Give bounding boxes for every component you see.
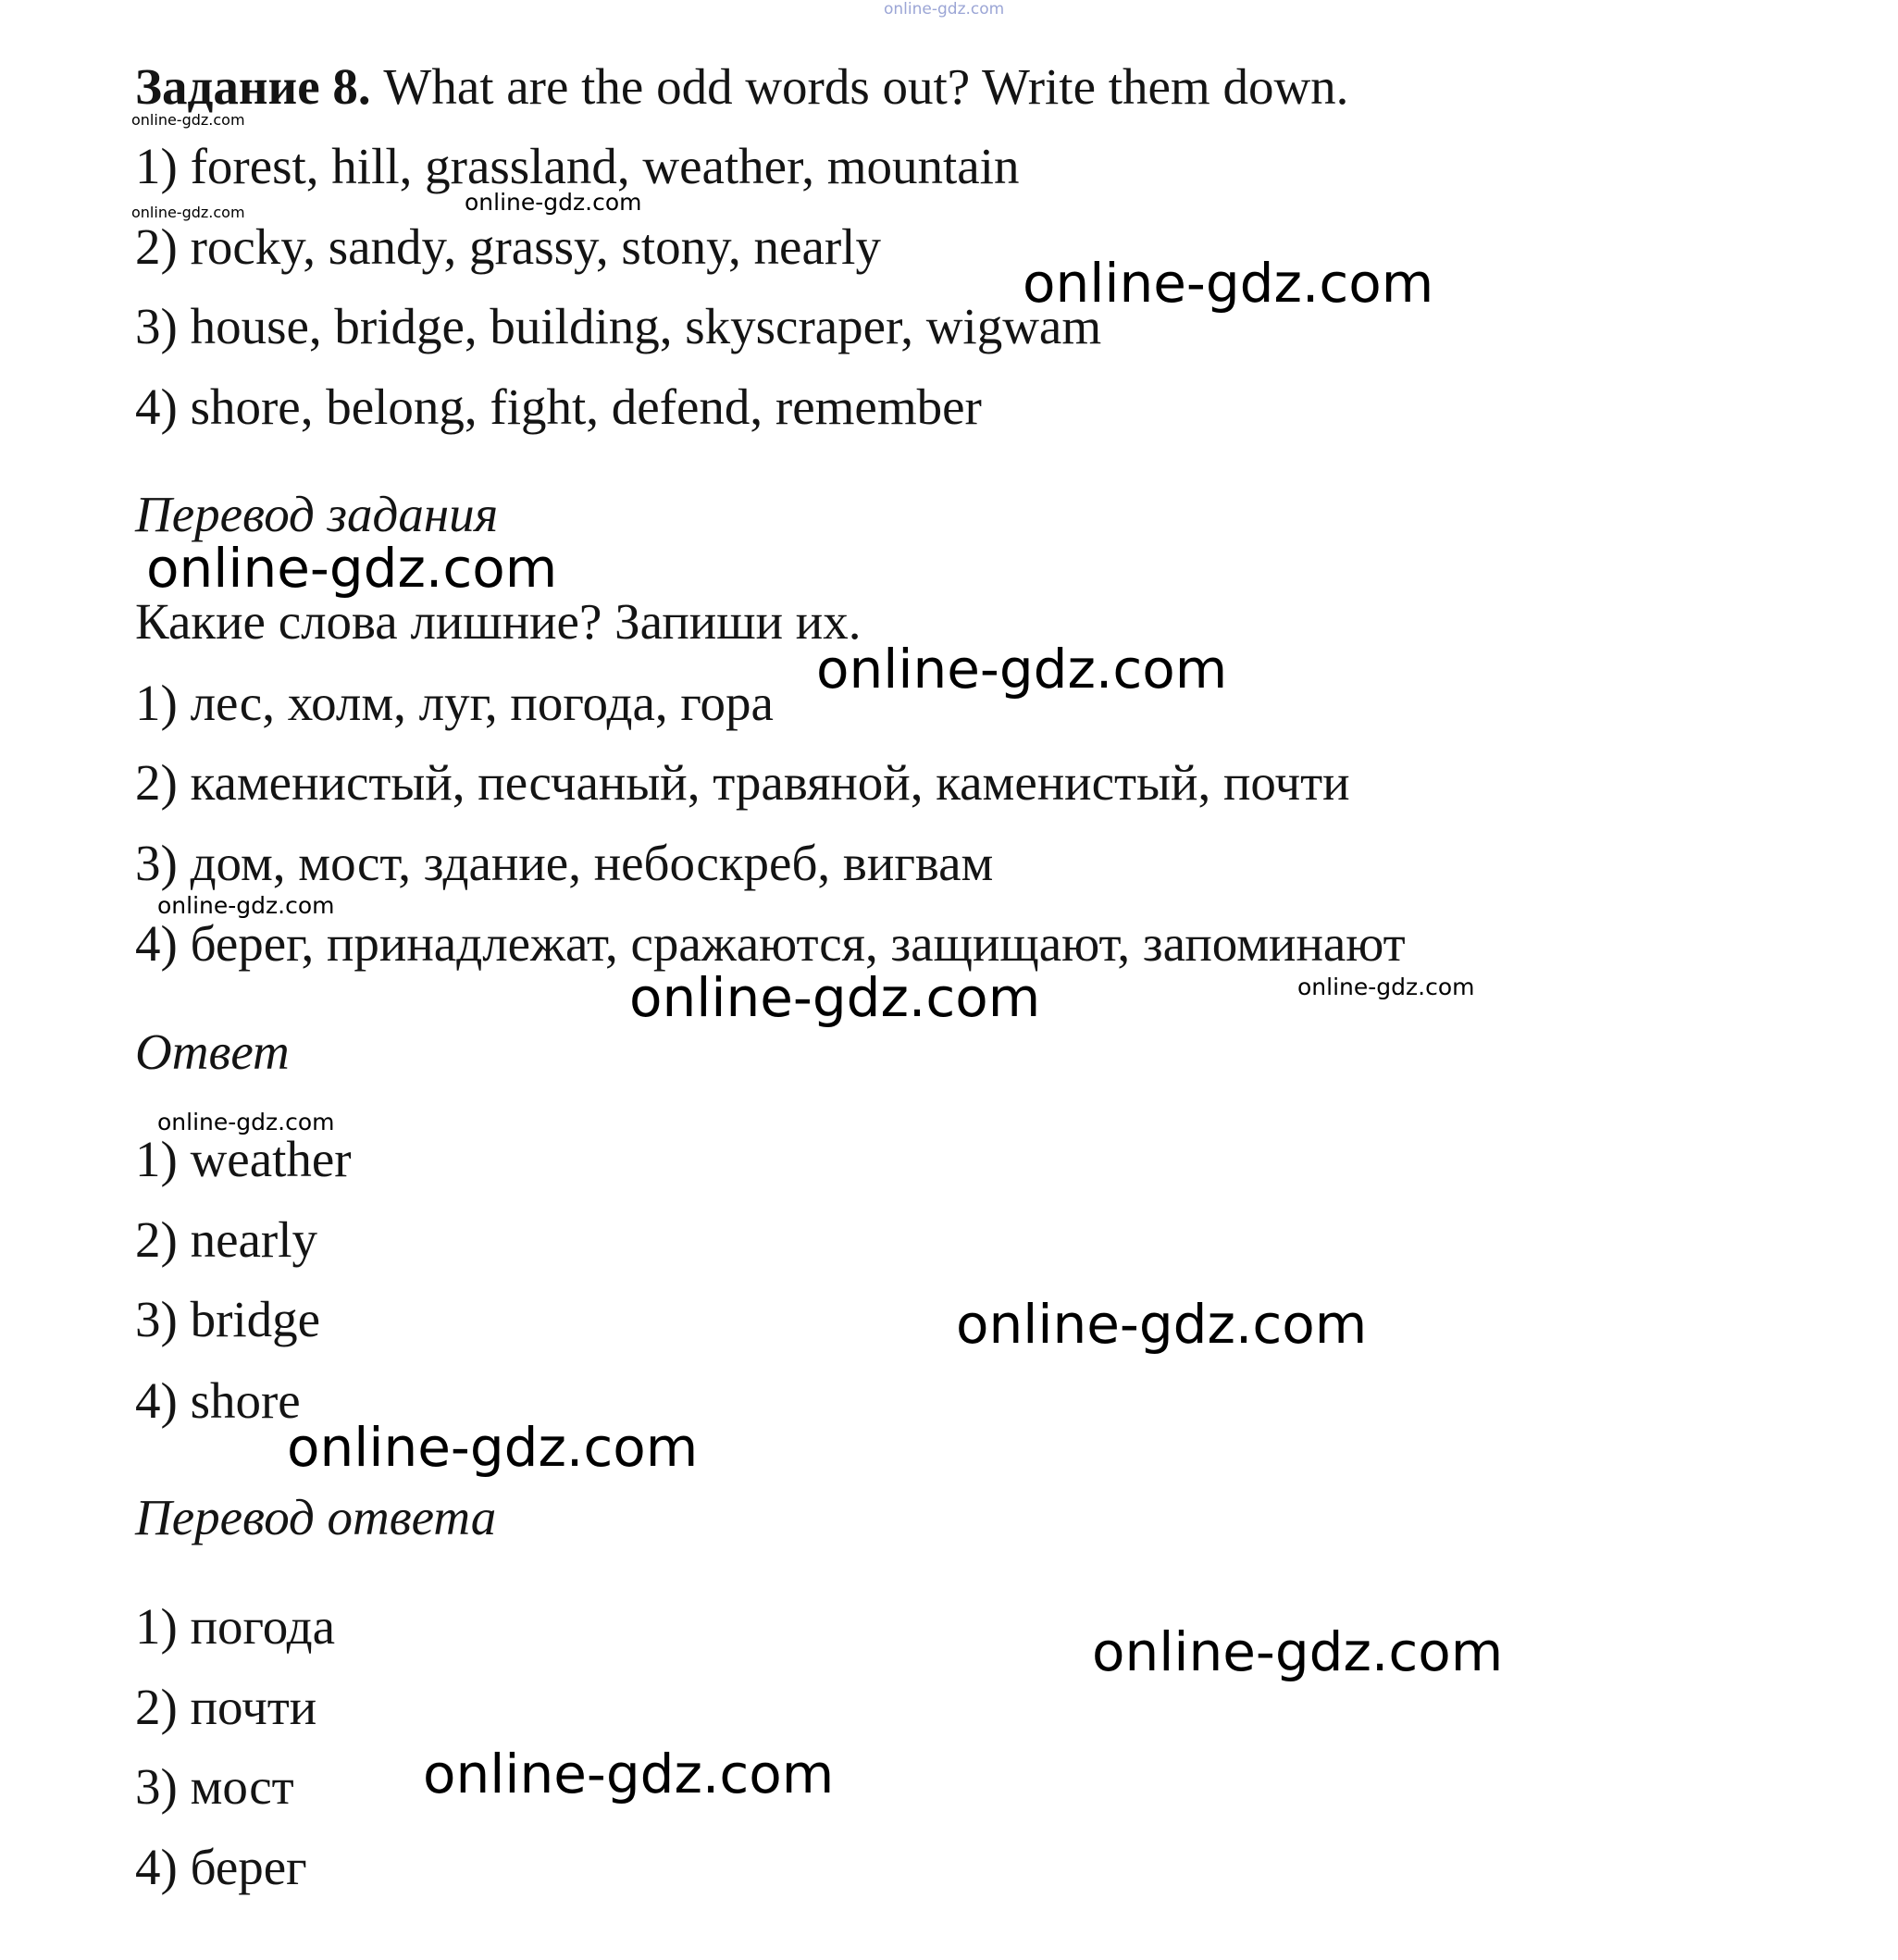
translation-item-1: 1) лес, холм, луг, погода, гора	[135, 675, 774, 731]
watermark: online-gdz.com	[816, 638, 1228, 701]
answer-translation-item-2: 2) почти	[135, 1679, 317, 1735]
watermark-top: online-gdz.com	[884, 0, 1005, 19]
answer-item-1: 1) weather	[135, 1131, 352, 1187]
watermark: online-gdz.com	[287, 1416, 699, 1479]
watermark: online-gdz.com	[465, 189, 642, 216]
task-item-3: 3) house, bridge, building, skyscraper, wigwam	[135, 298, 1102, 354]
translation-heading: Перевод задания	[135, 486, 499, 542]
watermark: online-gdz.com	[629, 966, 1041, 1029]
watermark: online-gdz.com	[146, 537, 558, 600]
task-item-1: 1) forest, hill, grassland, weather, mountain	[135, 138, 1020, 194]
translation-prompt: Какие слова лишние? Запиши их.	[135, 593, 862, 650]
answer-translation-item-1: 1) погода	[135, 1598, 335, 1655]
answer-translation-heading: Перевод ответа	[135, 1489, 497, 1545]
watermark: online-gdz.com	[1297, 974, 1475, 1000]
answer-item-2: 2) nearly	[135, 1211, 317, 1268]
translation-item-2: 2) каменистый, песчаный, травяной, каменистый, почти	[135, 754, 1350, 811]
answer-translation-item-3: 3) мост	[135, 1758, 294, 1815]
watermark: online-gdz.com	[956, 1293, 1368, 1356]
task-item-2: 2) rocky, sandy, grassy, stony, nearly	[135, 218, 881, 275]
task-text: What are the odd words out? Write them down.	[370, 58, 1349, 115]
answer-item-4: 4) shore	[135, 1372, 301, 1429]
answer-heading: Ответ	[135, 1023, 290, 1080]
watermark: online-gdz.com	[131, 111, 245, 129]
task-item-4: 4) shore, belong, fight, defend, remember	[135, 378, 982, 435]
task-title	[135, 58, 1349, 115]
translation-item-4: 4) берег, принадлежат, сражаются, защищают, запоминают	[135, 915, 1406, 972]
watermark: online-gdz.com	[157, 892, 335, 919]
answer-item-3: 3) bridge	[135, 1291, 321, 1347]
answer-translation-item-4: 4) берег	[135, 1839, 307, 1895]
watermark: online-gdz.com	[157, 1109, 335, 1135]
watermark: online-gdz.com	[423, 1743, 835, 1805]
watermark: online-gdz.com	[131, 204, 245, 221]
watermark: online-gdz.com	[1092, 1620, 1504, 1683]
translation-item-3: 3) дом, мост, здание, небоскреб, вигвам	[135, 835, 994, 891]
watermark: online-gdz.com	[1023, 252, 1434, 315]
task-label: Задание 8.	[135, 58, 371, 115]
